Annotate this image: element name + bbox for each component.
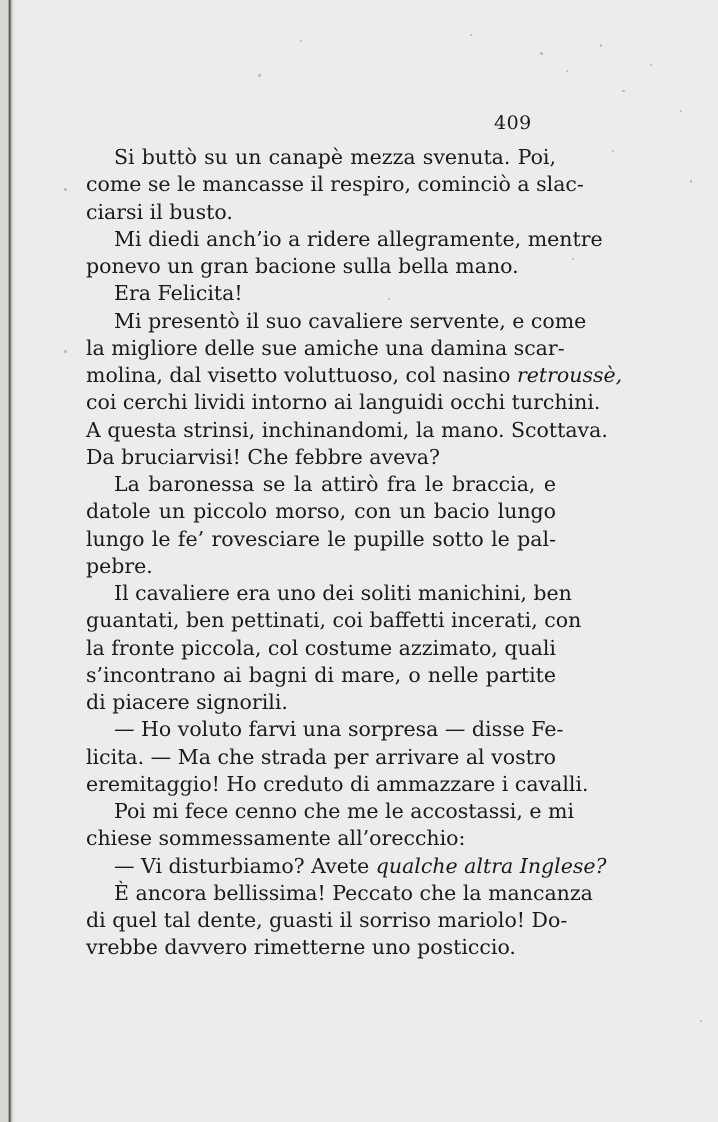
- text-line-roman: — Vi disturbiamo? Avete: [114, 853, 376, 878]
- text-line: lungo le fe’ rovesciare le pupille sotto le pal-: [86, 526, 556, 551]
- text-line: — Ho voluto farvi una sorpresa — disse Fe-: [114, 717, 564, 742]
- paper-speckle: [572, 258, 574, 260]
- text-line: s’incontrano ai bagni di mare, o nelle partite: [86, 662, 556, 687]
- text-line: Mi presentò il suo cavaliere servente, e come: [114, 308, 587, 333]
- paper-speckle: [612, 150, 614, 152]
- paper-speckle: [680, 110, 682, 112]
- text-line: guantati, ben pettinati, coi baffetti incerati, con: [86, 608, 582, 633]
- text-line: ponevo un gran bacione sulla bella mano.: [86, 254, 519, 278]
- text-line: licita. — Ma che strada per arrivare al vostro: [86, 744, 556, 769]
- text-line: [86, 362, 623, 389]
- text-line: Mi diedi anch’io a ridere allegramente, mentre: [114, 226, 603, 251]
- paper-speckle: [300, 40, 302, 42]
- paper-speckle: [622, 90, 625, 92]
- text-line: Da bruciarvisi! Che febbre aveva?: [86, 444, 441, 469]
- text-line: Era Felicita!: [114, 281, 243, 306]
- text-line: Si buttò su un canapè mezza svenuta. Poi,: [114, 145, 556, 169]
- text-line: È ancora bellissima! Peccato che la mancanza: [114, 880, 593, 905]
- text-line-italic: retroussè,: [516, 363, 623, 387]
- text-line: la fronte piccola, col costume azzimato, quali: [86, 635, 556, 660]
- text-line: A questa strinsi, inchinandomi, la mano. Scottava.: [86, 417, 608, 442]
- text-line: vrebbe davvero rimetterne uno posticcio.: [86, 935, 516, 960]
- text-line: di quel tal dente, guasti il sorriso mariolo! Do-: [86, 908, 568, 932]
- text-line: come se le mancasse il respiro, cominciò a slac-: [86, 172, 584, 197]
- text-line: la migliore delle sue amiche una damina scar-: [86, 335, 565, 360]
- paper-speckle: [64, 188, 67, 191]
- text-line: eremitaggio! Ho creduto di ammazzare i cavalli.: [86, 771, 589, 796]
- text-line: datole un piccolo morso, con un bacio lungo: [86, 499, 556, 524]
- text-line-roman: molina, dal visetto voluttuoso, col nasino: [86, 363, 517, 387]
- text-line: La baronessa se la attirò fra le braccia, e: [114, 472, 556, 496]
- paper-speckle: [540, 52, 543, 55]
- paper-speckle: [64, 350, 67, 353]
- text-line: ciarsi il busto.: [86, 199, 233, 224]
- text-line: Poi mi fece cenno che me le accostassi, e mi: [114, 799, 575, 823]
- text-line: Il cavaliere era uno dei soliti manichini, ben: [114, 581, 572, 605]
- body-text: [86, 144, 623, 962]
- text-line: di piacere signorili.: [86, 690, 288, 714]
- text-line: pebre.: [86, 553, 153, 578]
- text-line: chiese sommessamente all’orecchio:: [86, 826, 466, 851]
- paper-speckle: [650, 64, 652, 66]
- paper-speckle: [700, 1020, 702, 1022]
- page-binding-edge: [0, 0, 14, 1122]
- paper-speckle: [690, 180, 692, 183]
- text-line: coi cerchi lividi intorno ai languidi occhi turchini.: [86, 390, 601, 415]
- paper-speckle: [566, 70, 568, 72]
- page-number: 409: [494, 112, 532, 134]
- paper-speckle: [600, 44, 602, 47]
- paper-speckle: [470, 34, 472, 36]
- text-line-italic: qualche altra Inglese?: [375, 853, 607, 878]
- text-line: [86, 853, 607, 880]
- paper-speckle: [258, 74, 261, 77]
